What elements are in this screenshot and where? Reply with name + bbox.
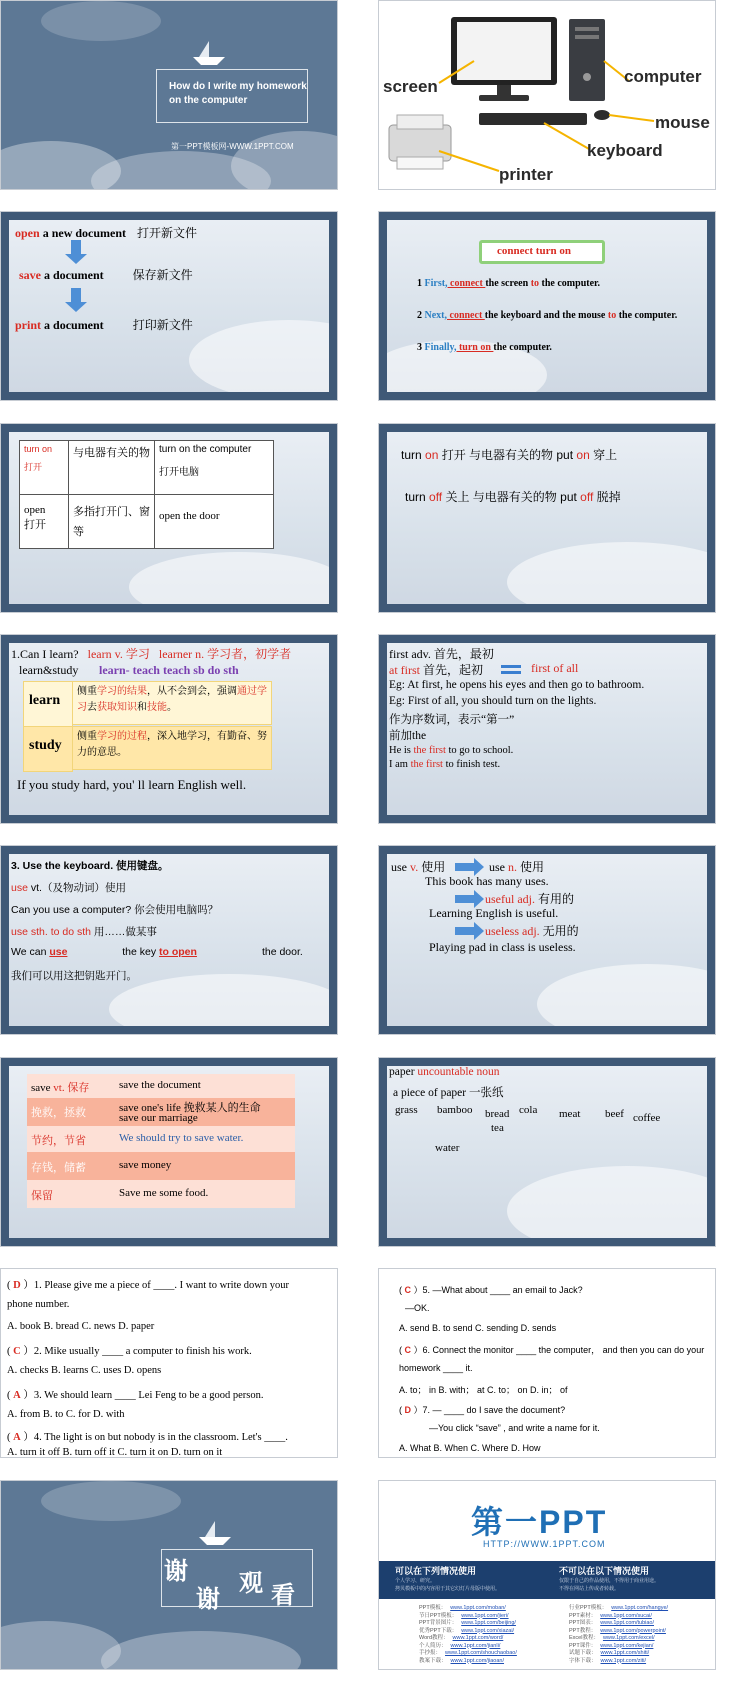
link-url[interactable]: www.1ppt.com/moban/ (450, 1605, 506, 1611)
link-label: PPT素材： (569, 1612, 597, 1619)
options-7: A. What B. When C. Where D. How (399, 1443, 541, 1453)
arrow-down-icon (71, 240, 81, 256)
link-row (419, 1628, 517, 1636)
usage-right-sub1: 仅限于自己的作品使用，不得用于商业用途。 (559, 1578, 660, 1584)
link-label: PPT课件： (569, 1642, 597, 1649)
label-keyboard: keyboard (587, 141, 663, 160)
slide-save (0, 1057, 338, 1247)
example-4: I am the first to finish test. (389, 759, 501, 770)
slide-thanks (0, 1480, 338, 1670)
slide-1ppt-info (378, 1480, 716, 1670)
row-open: open a new document 打开新文件 (15, 226, 198, 240)
link-label: 个人简历： (419, 1642, 447, 1649)
useless-adj: useless adj. 无用的 (485, 924, 579, 938)
word-bread: bread (485, 1108, 510, 1120)
label-screen: screen (383, 77, 438, 96)
save-money-example: save money (119, 1159, 172, 1171)
use-example-cn: 我们可以用这把钥匙开门。 (11, 970, 137, 982)
sentence-3: 3 Finally, turn on the computer. (417, 342, 552, 353)
example-1: Eg: At first, he opens his eyes and then go to bathroom. (389, 679, 645, 691)
use-noun: use n. 使用 (489, 860, 545, 874)
study-label: study (29, 738, 62, 753)
line-off: turn off 关上 与电器有关的物 put off 脱掉 (405, 490, 621, 504)
paper-boat-icon (197, 1519, 233, 1547)
thanks-char: 谢 (196, 1587, 220, 1613)
save-food-example: Save me some food. (119, 1187, 209, 1199)
row-save: save a document 保存新文件 (19, 268, 193, 282)
link-row (419, 1620, 517, 1628)
options-4: A. turn it off B. turn off it C. turn it on D. turn on it (7, 1447, 223, 1458)
save-ones-life: save one's life 挽救某人的生命 (119, 1102, 261, 1114)
slide-use-forms (378, 845, 716, 1035)
word-meat: meat (559, 1108, 581, 1120)
usage-left-sub1: 个人学习、研究。 (395, 1578, 436, 1584)
link-row (419, 1613, 517, 1621)
save-water-example: We should try to save water. (119, 1132, 244, 1144)
use-sth-to-do: use sth. to do sth 用……做某事 (11, 926, 157, 938)
link-url[interactable]: www.1ppt.com/jianli/ (450, 1642, 501, 1649)
link-url[interactable]: www.1ppt.com/tubiao/ (600, 1620, 655, 1626)
equals-icon (501, 671, 521, 674)
link-label: 手抄报： (419, 1650, 442, 1656)
thanks-char: 谢 (164, 1559, 188, 1585)
link-label: PPT模板： (419, 1605, 447, 1611)
learn-example: If you study hard, you' ll learn English well. (17, 777, 247, 792)
slide-connect-turn-on (378, 211, 716, 401)
link-row (569, 1650, 668, 1658)
cloud-decoration (507, 1166, 707, 1238)
cover-title-line2: on the computer (169, 95, 248, 106)
link-url[interactable]: www.1ppt.com/shiti/ (600, 1650, 650, 1656)
link-row (419, 1605, 517, 1613)
link-url[interactable]: www.1ppt.com/powerpoint/ (600, 1627, 666, 1634)
save-economize: 节约，节省 (31, 1135, 86, 1147)
link-label: 字体下载： (569, 1657, 597, 1664)
cover-title-line1: How do I write my homework (169, 81, 307, 92)
link-row (419, 1635, 517, 1643)
save-keep: 保留 (31, 1190, 53, 1202)
link-label: PPT背景图片： (419, 1620, 458, 1626)
useless-example: Playing pad in class is useless. (429, 940, 576, 954)
link-row (569, 1658, 668, 1666)
save-our-marriage: save our marriage (119, 1112, 198, 1124)
cloud-decoration (507, 542, 707, 604)
link-row (569, 1643, 668, 1651)
table-cell: open 打开 (19, 494, 69, 549)
usage-right-sub2: 不得在网站上传或者转载。 (559, 1586, 620, 1592)
save-money-label: 存钱，储蓄 (31, 1162, 86, 1174)
link-label: Word教程： (419, 1635, 449, 1641)
use-title: 3. Use the keyboard. 使用键盘。 (11, 860, 169, 872)
word-beef: beef (605, 1108, 624, 1120)
link-label: 行业PPT模板： (569, 1605, 608, 1611)
cloud-decoration (129, 552, 329, 604)
arrow-down-icon (71, 288, 81, 304)
table-cell: turn on 打开 (19, 440, 69, 495)
cloud-decoration (109, 974, 329, 1026)
question-6: ( C ）6. Connect the monitor ____ the computer， and then you can do your (399, 1345, 705, 1355)
paper-boat-icon (191, 39, 227, 67)
example-3: He is the first to go to school. (389, 745, 514, 756)
usage-left-sub2: 拷贝模板中的内容用于其它幻灯片母版中使用。 (395, 1586, 501, 1592)
cover-subtitle: 第一PPT模板网-WWW.1PPT.COM (171, 142, 294, 151)
table-cell: 与电器有关的物 (68, 440, 155, 495)
link-row (419, 1643, 517, 1651)
arrow-right-icon (455, 863, 475, 871)
table-cell: open the door (154, 494, 274, 549)
link-url[interactable]: www.1ppt.com/hangye/ (611, 1605, 669, 1611)
link-label: 节日PPT模板： (419, 1612, 458, 1619)
usage-right-title: 不可以在以下情况使用 (559, 1566, 650, 1576)
use-example: We can use the key to open the door. (11, 946, 303, 958)
question-1-cont: phone number. (7, 1299, 70, 1310)
options-3: A. from B. to C. for D. with (7, 1409, 125, 1420)
cloud-decoration (41, 1, 161, 41)
paper-title: paper uncountable noun (389, 1066, 500, 1078)
options-5: A. send B. to send C. sending D. sends (399, 1323, 557, 1333)
label-mouse: mouse (655, 113, 710, 132)
slide-paper (378, 1057, 716, 1247)
line-on: turn on 打开 与电器有关的物 put on 穿上 (401, 448, 618, 462)
link-url[interactable]: www.1ppt.com/beijing/ (461, 1620, 516, 1626)
link-url[interactable]: www.1ppt.com/jieri/ (461, 1612, 509, 1619)
the-note: 前加the (389, 730, 427, 742)
row-print: print a document 打印新文件 (15, 318, 193, 332)
label-printer: printer (499, 165, 553, 184)
link-label: PPT教程： (569, 1627, 597, 1634)
equals-icon (501, 665, 521, 668)
options-1: A. book B. bread C. news D. paper (7, 1321, 155, 1332)
cloud-decoration (101, 1631, 301, 1670)
learn-teach: learn- teach teach sb do sth (99, 663, 239, 677)
link-url[interactable]: www.1ppt.com/word/ (452, 1635, 504, 1641)
thanks-char: 观 (239, 1571, 263, 1597)
word-bamboo: bamboo (437, 1104, 473, 1116)
link-row (569, 1613, 668, 1621)
learn-question: 1.Can I learn? learn v. 学习 learner n. 学习者，初学者 (11, 647, 292, 661)
link-url[interactable]: www.1ppt.com/kejian/ (600, 1642, 654, 1649)
question-4: ( A ）4. The light is on but nobody is in the classroom. Let's ____. (7, 1432, 288, 1443)
1ppt-url: HTTP://WWW.1PPT.COM (483, 1539, 606, 1549)
save-the-document: save the document (119, 1079, 201, 1091)
piece-of-paper: a piece of paper 一张纸 (393, 1087, 504, 1099)
cloud-decoration (231, 131, 338, 190)
slide-computer-parts (378, 0, 716, 190)
question-5-reply: —OK. (405, 1303, 430, 1313)
link-url[interactable]: www.1ppt.com/sucai/ (600, 1612, 652, 1619)
usage-left-title: 可以在下列情况使用 (395, 1566, 477, 1576)
learn-label: learn (29, 693, 61, 708)
question-5: ( C ）5. —What about ____ an email to Jack? (399, 1285, 583, 1295)
question-1: ( D ）1. Please give me a piece of ____. I want to write down your (7, 1280, 289, 1291)
use-vt: use vt.（及物动词）使用 (11, 882, 126, 894)
ordinal-note: 作为序数词，表示“第一” (389, 714, 515, 726)
cloud-decoration (537, 964, 707, 1026)
word-box-text: connect turn on (497, 245, 571, 257)
slide-learn-study (0, 634, 338, 824)
first-of-all: first of all (531, 661, 579, 675)
word-cola: cola (519, 1104, 538, 1116)
learn-definition: 侧重学习的结果，从不会到会，强调通过学习去获取知识和技能。 (72, 681, 272, 725)
slide-on-off (378, 423, 716, 613)
word-grass: grass (395, 1104, 418, 1116)
options-2: A. checks B. learns C. uses D. opens (7, 1365, 162, 1376)
links-right (569, 1605, 668, 1665)
label-computer: computer (624, 67, 702, 86)
useful-adj: useful adj. 有用的 (485, 892, 575, 906)
link-row (419, 1650, 517, 1658)
use-question: Can you use a computer? 你会使用电脑吗？ (11, 904, 219, 916)
use-noun-example: This book has many uses. (425, 874, 549, 888)
slide-document-verbs (0, 211, 338, 401)
link-row (569, 1635, 668, 1643)
cloud-decoration (41, 1481, 181, 1521)
link-label: 试题下载： (569, 1650, 597, 1656)
word-water: water (435, 1142, 460, 1154)
question-3: ( A ）3. We should learn ____ Lei Feng to be a good person. (7, 1390, 264, 1401)
question-7-reply: —You click “save” , and write a name for it. (429, 1423, 600, 1433)
save-vt: save vt. 保存 (31, 1082, 90, 1094)
save-rescue: 挽救，拯救 (31, 1107, 86, 1119)
word-coffee: coffee (633, 1112, 661, 1124)
useful-example: Learning English is useful. (429, 906, 559, 920)
arrow-right-icon (455, 895, 475, 903)
link-row (569, 1605, 668, 1613)
study-definition: 侧重学习的过程，深入地学习，有勤奋、努力的意思。 (72, 726, 272, 770)
sentence-2: 2 Next, connect the keyboard and the mouse to the computer. (417, 310, 678, 321)
1ppt-logo: 第一PPT (471, 1504, 608, 1540)
options-6: A. to； in B. with； at C. to； on D. in； of (399, 1385, 568, 1395)
cloud-decoration (189, 320, 329, 392)
link-label: 教案下载： (419, 1657, 447, 1664)
learn-and-study: learn&study (19, 663, 79, 677)
link-url[interactable]: www.1ppt.com/xiazai/ (461, 1627, 515, 1634)
link-row (569, 1628, 668, 1636)
question-7: ( D ）7. — ____ do I save the document? (399, 1405, 566, 1415)
link-label: PPT图表： (569, 1620, 597, 1626)
slide-cover (0, 0, 338, 190)
sentence-1: 1 First, connect the screen to the computer. (417, 278, 601, 289)
table-cell: 多指打开门、窗等 (68, 494, 155, 549)
slide-exercises-2 (378, 1268, 716, 1458)
table-cell: turn on the computer 打开电脑 (154, 440, 274, 495)
link-url[interactable]: www.1ppt.com/jiaoan/ (450, 1657, 505, 1664)
use-verb: use v. 使用 (391, 860, 446, 874)
link-row (569, 1620, 668, 1628)
slide-exercises-1 (0, 1268, 338, 1458)
slide-turn-on-table (0, 423, 338, 613)
slide-use-keyboard (0, 845, 338, 1035)
word-tea: tea (491, 1122, 504, 1134)
link-url[interactable]: www.1ppt.com/ziti/ (600, 1657, 647, 1664)
at-first-line: at first 首先，起初 (389, 663, 484, 677)
link-label: 优秀PPT下载： (419, 1627, 458, 1634)
link-row (419, 1658, 517, 1666)
slide-first (378, 634, 716, 824)
link-url[interactable]: www.1ppt.com/excel/ (602, 1635, 655, 1641)
question-6-cont: homework ____ it. (399, 1363, 473, 1373)
link-label: Excel教程： (569, 1635, 599, 1641)
link-url[interactable]: www.1ppt.com/shouchaobao/ (445, 1650, 517, 1656)
thanks-char: 看 (271, 1583, 295, 1609)
first-definition: first adv. 首先，最初 (389, 647, 494, 661)
arrow-right-icon (455, 927, 475, 935)
question-2: ( C ）2. Mike usually ____ a computer to finish his work. (7, 1346, 252, 1357)
links-left (419, 1605, 517, 1665)
example-2: Eg: First of all, you should turn on the lights. (389, 695, 597, 707)
